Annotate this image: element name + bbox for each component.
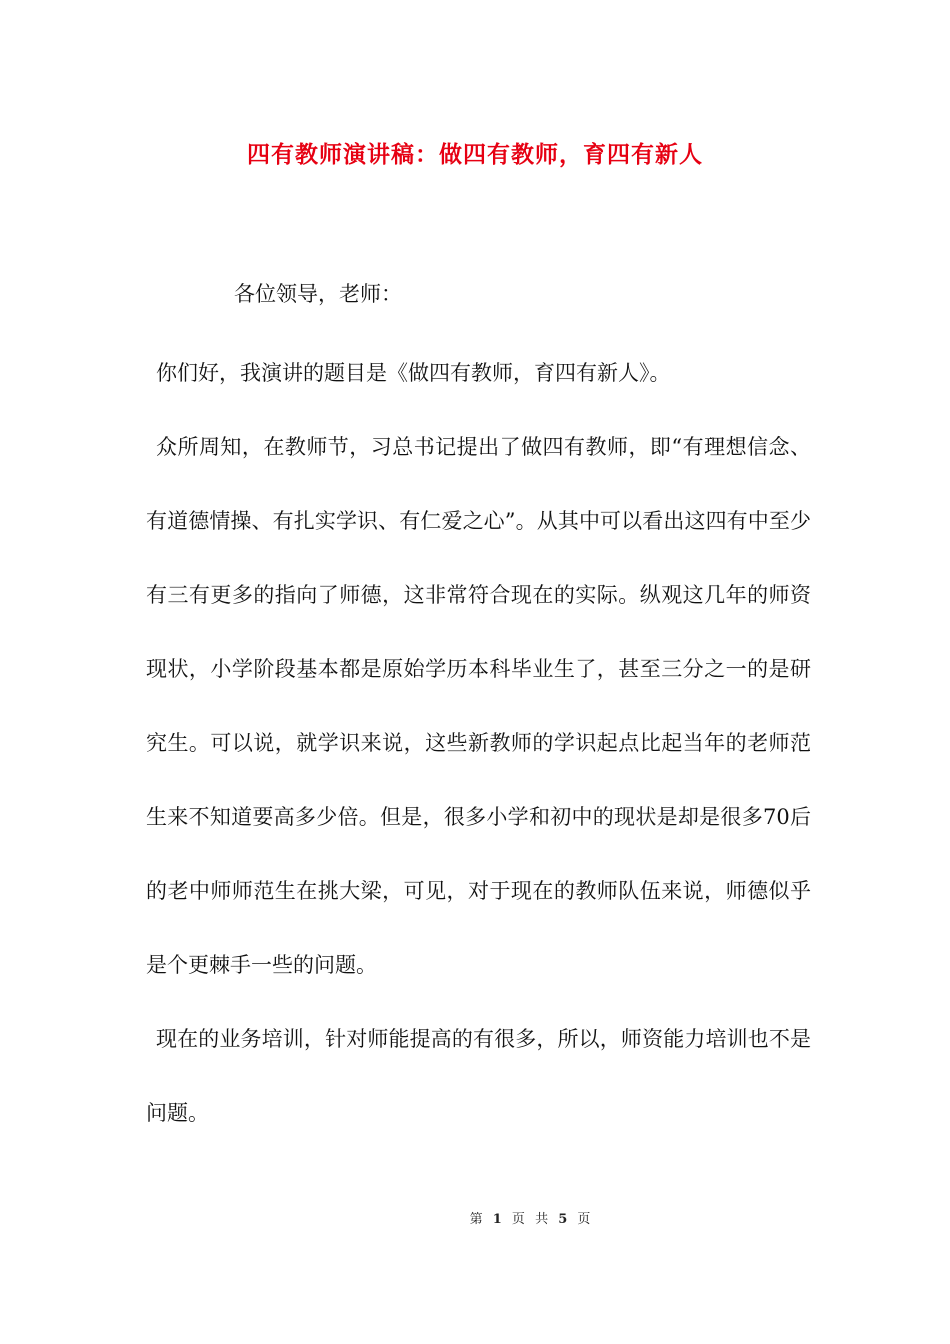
paragraph-four-qualities: 众所周知，在教师节，习总书记提出了做四有教师，即“有理想信念、有道德情操、有扎实学识、有仁爱之心”。从其中可以看出这四有中至少有三有更多的指向了师德，这非常符合现在的实际。纵观这几年的师资现状，小学阶段基本都是原始学历本科毕业生了，甚至三分之一的是研究生。可以说，就学识来说，这些新教师的学识起点比起当年的老师范生来不知道要高多少倍。但是，很多小学和初中的现状是却是很多70后的老中师师范生在挑大梁，可见，对于现在的教师队伍来说，师德似乎是个更棘手一些的问题。: [146, 435, 811, 977]
footer-total-pages: 5: [558, 1212, 568, 1227]
footer-page-label: 第: [469, 1212, 483, 1227]
document-body: [146, 262, 811, 1150]
footer-current-page: 1: [492, 1212, 502, 1227]
salutation: 各位领导，老师：: [234, 282, 402, 306]
document-title: 四有教师演讲稿：做四有教师，育四有新人: [247, 141, 703, 168]
footer-total-label: 共: [535, 1212, 549, 1227]
footer-total-unit: 页: [577, 1212, 591, 1227]
page-number-footer: [0, 1208, 950, 1227]
paragraph-greeting: 你们好，我演讲的题目是《做四有教师，育四有新人》。: [156, 361, 671, 385]
footer-page-unit: 页: [511, 1212, 525, 1227]
paragraph-training: 现在的业务培训，针对师能提高的有很多，所以，师资能力培训也不是问题。: [146, 1027, 811, 1125]
